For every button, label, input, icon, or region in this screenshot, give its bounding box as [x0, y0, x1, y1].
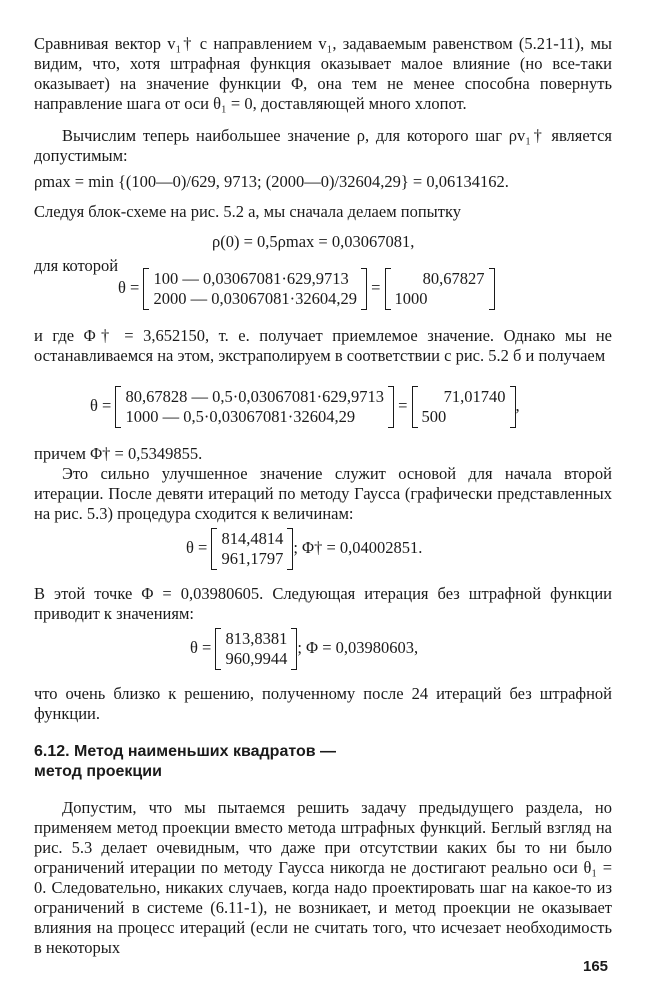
theta-1-equals: = — [371, 277, 381, 297]
section-title-line-1: 6.12. Метод наименьших квадратов — — [34, 743, 337, 760]
paragraph-5: и где Φ† = 3,652150, т. е. получает приемлемое значение. Однако мы не останавливаемся на этом, экстраполируем в соответствии с рис. 5.2 б и получаем — [34, 326, 612, 365]
paragraph-7: Это сильно улучшенное значение служит основой для начала второй итерации. После девяти итераций по методу Гаусса (графически представленных на рис. 5.3) процедура сходится к величинам: — [34, 464, 612, 523]
equation-theta-2 — [90, 386, 520, 428]
equation-theta-4 — [190, 628, 418, 670]
theta-4-lhs: θ = — [190, 637, 212, 657]
equation-theta-1 — [118, 268, 495, 310]
theta-2-left-matrix — [115, 386, 394, 428]
theta-1-right-vector — [385, 268, 495, 310]
theta-3-lhs: θ = — [186, 537, 208, 557]
theta-4-vector — [215, 628, 297, 670]
theta-2-equals: = — [398, 395, 408, 415]
theta-4-row-1: 813,8381 — [225, 629, 288, 648]
theta-2-right-vector — [412, 386, 516, 428]
section-title-line-2: метод проекции — [34, 763, 162, 780]
theta-1-left-row-2: 2000 — 0,03067081·32604,29 — [153, 289, 357, 308]
paragraph-1: Сравнивая вектор v₁† с направлением v₁, задаваемым равенством (5.21-11), мы видим, что, хотя штрафная функция оказывает малое влияние (но все-таки оказывает) на значение функции Φ, она тем не менее способна повернуть направление шага от оси θ₁ = 0, доставляющей много хлопот. — [34, 34, 612, 113]
theta-4-tail: ; Φ = 0,03980603, — [297, 637, 419, 657]
theta-1-left-matrix — [143, 268, 367, 310]
theta-2-tail: , — [515, 395, 520, 415]
theta-1-right-row-2: 1000 — [394, 289, 428, 308]
theta-2-right-row-1: 71,01740 — [443, 387, 506, 406]
equation-rho-0: ρ(0) = 0,5ρmax = 0,03067081, — [212, 232, 415, 251]
theta-4-row-2: 960,9944 — [225, 649, 288, 668]
theta-2-right-row-2: 500 — [421, 407, 447, 426]
theta-3-tail: ; Φ† = 0,04002851. — [293, 537, 423, 557]
page-number: 165 — [583, 958, 609, 975]
theta-1-right-row-1: 80,67827 — [422, 269, 485, 288]
paragraph-2: Вычислим теперь наибольшее значение ρ, для которого шаг ρv₁† является допустимым: — [34, 126, 612, 165]
equation-rho-max: ρmax = min {(100—0)/629, 9713; (2000—0)/32604,29} = 0,06134162. — [34, 172, 509, 191]
theta-3-row-1: 814,4814 — [221, 529, 284, 548]
paragraph-9: что очень близко к решению, полученному после 24 итераций без штрафной функции. — [34, 684, 612, 723]
theta-2-left-row-2: 1000 — 0,5·0,03067081·32604,29 — [125, 407, 356, 426]
paragraph-3: Следуя блок-схеме на рис. 5.2 а, мы сначала делаем попытку — [34, 202, 462, 221]
theta-2-lhs: θ = — [90, 395, 112, 415]
paragraph-6: причем Φ† = 0,5349855. — [34, 444, 203, 463]
paragraph-8: В этой точке Φ = 0,03980605. Следующая итерация без штрафной функции приводит к значениям: — [34, 584, 612, 623]
paragraph-10: Допустим, что мы пытаемся решить задачу предыдущего раздела, но применяем метод проекции вместо метода штрафных функций. Беглый взгляд на рис. 5.3 делает очевидным, что даже при отсутствии каких бы то ни было ограничений итерации по методу Гаусса никогда не достигают реально оси θ₁ = 0. Следовательно, никаких случаев, когда надо проектировать шаг на какое-то из ограничений в системе (6.11-1), не возникает, и метод проекции не оказывает влияния на процесс итераций (если не считать того, что исчезает необходимость в некоторых — [34, 798, 612, 957]
theta-1-left-row-1: 100 — 0,03067081·629,9713 — [153, 269, 349, 288]
theta-3-row-2: 961,1797 — [221, 549, 284, 568]
paragraph-4: для которой — [34, 256, 119, 275]
theta-2-left-row-1: 80,67828 — 0,5·0,03067081·629,9713 — [125, 387, 384, 406]
theta-1-lhs: θ = — [118, 277, 140, 297]
equation-theta-3 — [186, 528, 422, 570]
theta-3-vector — [211, 528, 293, 570]
